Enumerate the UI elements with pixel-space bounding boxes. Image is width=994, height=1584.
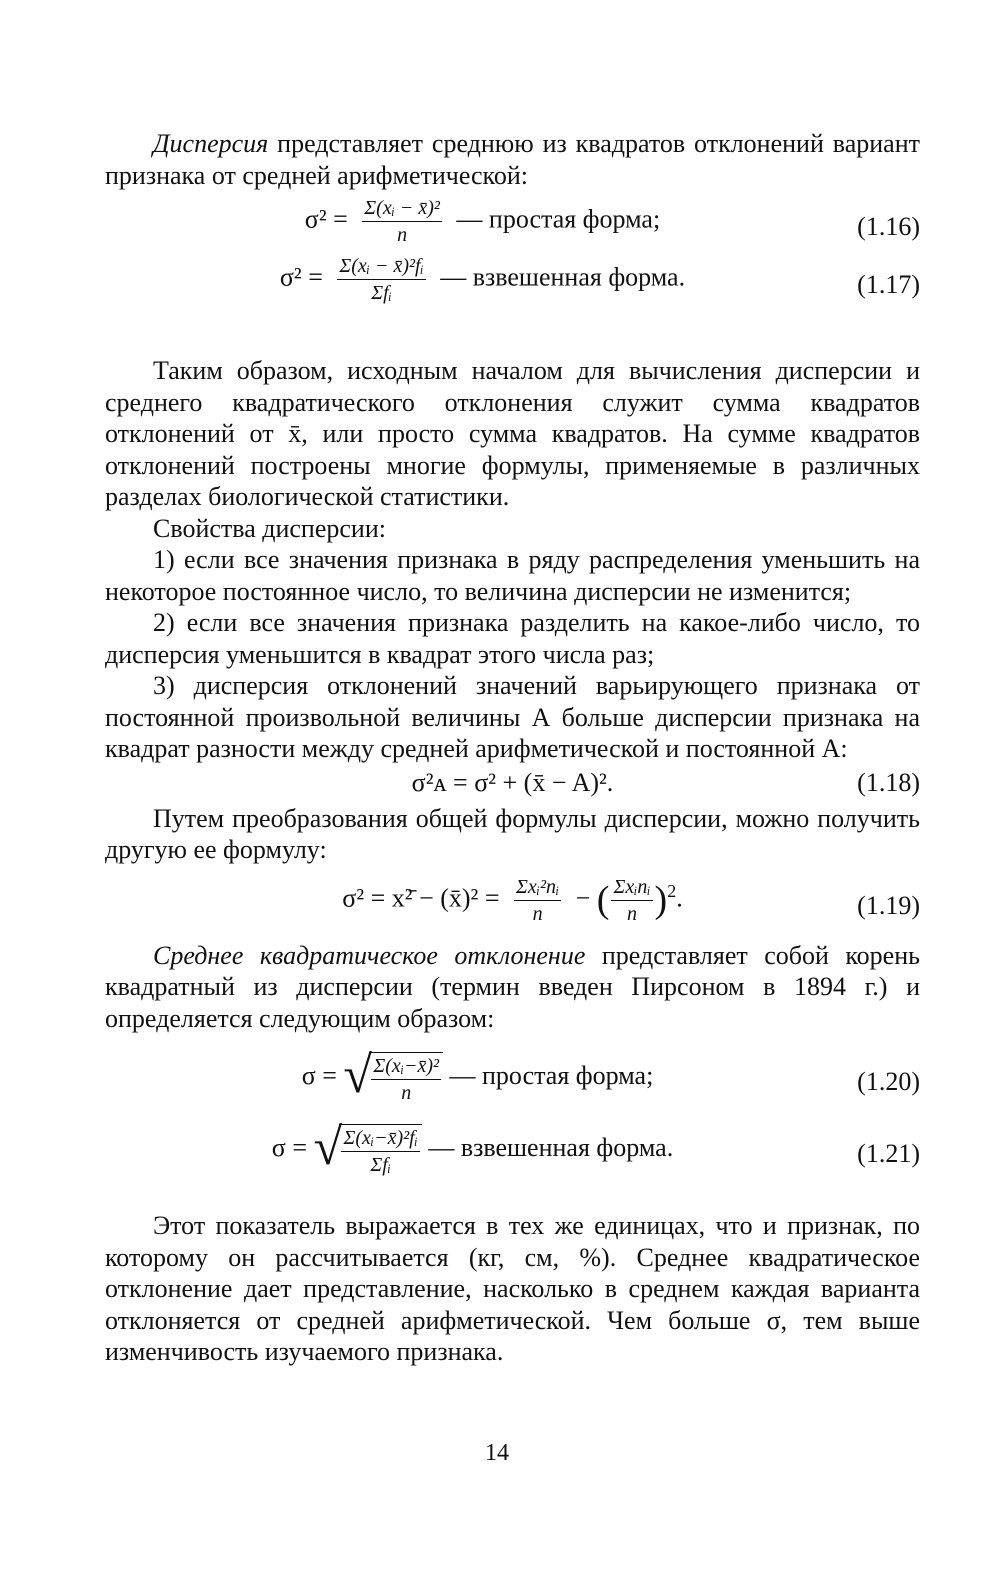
formula-number: (1.21) [857,1139,920,1168]
list-item: 2) если все значения признака разделить на какое-либо число, то дисперсия уменьшится в квадрат этого числа раз; [105,608,920,669]
intro-paragraph: Дисперсия представляет среднюю из квадратов отклонений вариант признака от средней арифметической: [105,129,920,190]
term-dispersion: Дисперсия [153,129,269,158]
formula-1-16: σ² = $\frac{\text{Σ(xᵢ − x̄)²}}{n}$ — простая форма; (1.16) [304,197,920,246]
page-number: 14 [485,1440,509,1466]
paragraph: Этот показатель выражается в тех же единицах, что и признак, по которому он рассчитывается (кг, см, %). Среднее квадратическое отклонение дает представление, насколько в среднем каждая варианта отклоняется от средней арифметической. Чем больше σ, тем выше изменчивость изучаемого признака. [105,1211,920,1366]
formula-number: (1.16) [857,212,920,241]
formula-number: (1.17) [857,270,920,299]
formula-1-19: σ² = x²̄ − (x̄)² = $\frac{\text{Σxᵢ²nᵢ}}{n}$ − ( $\frac{\text{Σxᵢnᵢ}}{n}$ )$^2$. (1.19) [342,875,920,925]
formula-number: (1.19) [857,890,920,920]
term-std-deviation: Среднее квадратическое отклонение [153,940,586,970]
formula-number: (1.18) [857,767,920,797]
formula-number: (1.20) [857,1067,920,1096]
paragraph: Таким образом, исходным началом для вычисления дисперсии и среднего квадратического отклонения служит сумма квадратов отклонений от x̄, или просто сумма квадратов. На сумме квадратов отклонений построены многие формулы, применяемые в различных разделах биологической статистики. [105,356,920,511]
paragraph: Среднее квадратическое отклонение представляет собой корень квадратный из дисперсии (термин введен Пирсоном в 1894 г.) и определяется следующим образом: [105,940,920,1033]
page-content [105,128,920,1368]
formula-1-20: σ = √ $\frac{\text{Σ(xᵢ−x̄)²}}{n}$ — простая форма; (1.20) [301,1047,920,1104]
paragraph: Путем преобразования общей формулы дисперсии, можно получить другую ее формулу: [105,803,920,864]
formula-1-18: σ²ᴀ = σ² + (x̄ − A)². (1.18) [411,767,920,797]
paragraph: Свойства дисперсии: [153,513,386,543]
sqrt-sign: √ $\frac{\text{Σ(xᵢ−x̄)²}}{n}$ [343,1052,443,1104]
sqrt-sign: √ $\frac{\text{Σ(xᵢ−x̄)²fᵢ}}{\text{Σfᵢ}}$ [313,1124,421,1176]
formula-1-21: σ = √ $\frac{\text{Σ(xᵢ−x̄)²fᵢ}}{\text{Σfᵢ}}$ — взвешенная форма. (1.21) [271,1119,920,1176]
formula-1-17: σ² = $\frac{\text{Σ(xᵢ − x̄)²fᵢ}}{\text{Σfᵢ}}$ — взвешенная форма. (1.17) [279,255,920,304]
list-item: 3) дисперсия отклонений значений варьирующего признака от постоянной произвольной величины А больше дисперсии признака на квадрат разности между средней арифметической и постоянной А: [105,671,920,763]
list-item: 1) если все значения признака в ряду распределения уменьшить на некоторое постоянное число, то величина дисперсии не изменится; [105,545,920,606]
